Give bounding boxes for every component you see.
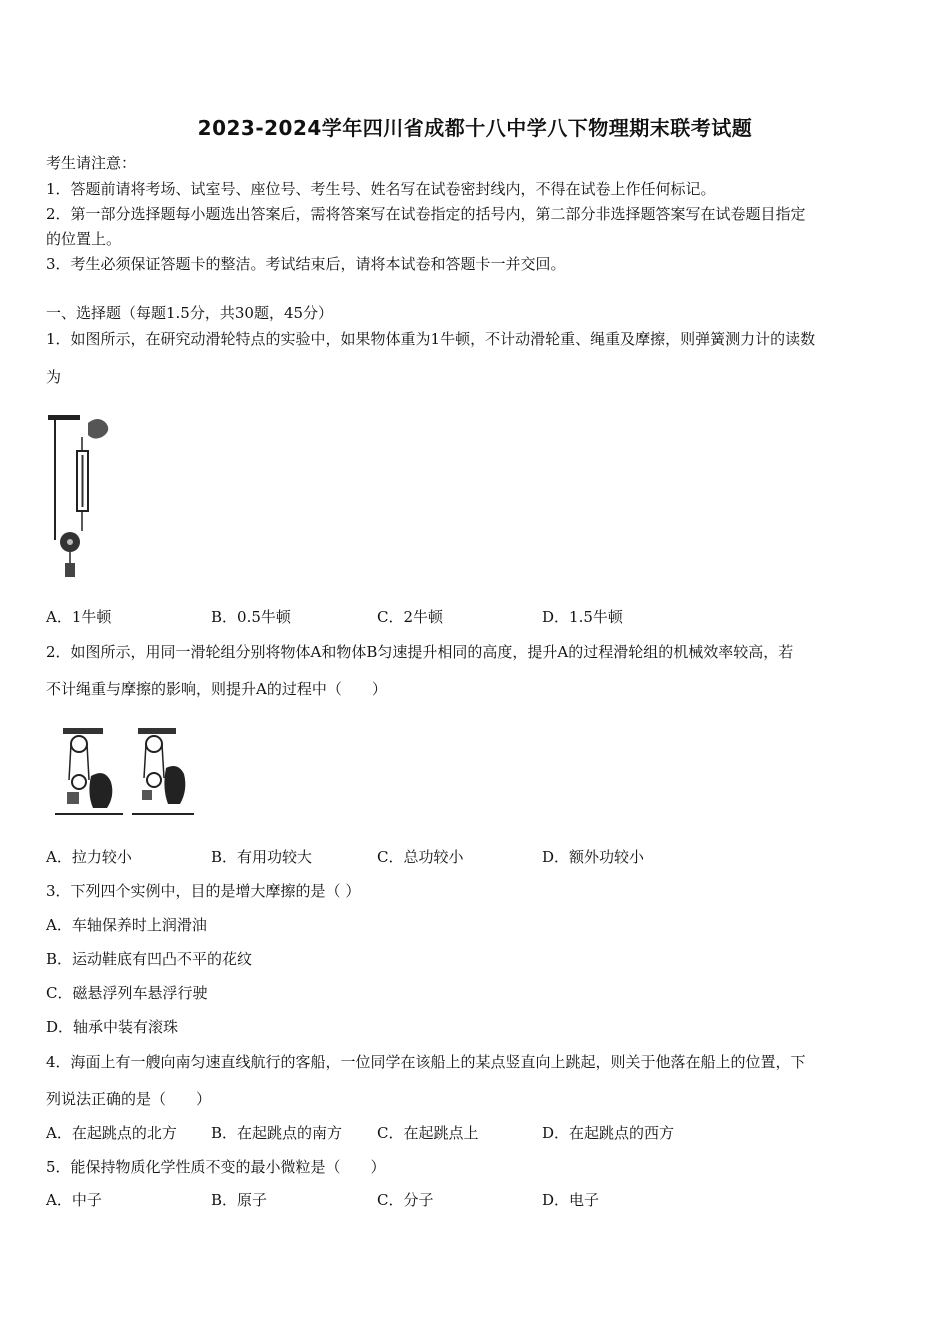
question-1-option-d[interactable]: D．1.5牛顿 <box>542 608 623 626</box>
question-2-option-a[interactable]: A．拉力较小 <box>46 848 132 866</box>
question-4-text: 4．海面上有一艘向南匀速直线航行的客船，一位同学在该船上的某点竖直向上跳起，则关于他落在船上的位置，下 <box>46 1053 806 1071</box>
question-5-text: 5．能保持物质化学性质不变的最小微粒是（ ） <box>46 1158 386 1176</box>
question-1-option-a[interactable]: A．1牛顿 <box>46 608 112 626</box>
question-4-option-a[interactable]: A．在起跳点的北方 <box>46 1124 177 1142</box>
question-4-text-cont: 列说法正确的是（ ） <box>46 1090 212 1108</box>
question-4-option-d[interactable]: D．在起跳点的西方 <box>542 1124 675 1142</box>
notice-item-1: 1．答题前请将考场、试室号、座位号、考生号、姓名写在试卷密封线内，不得在试卷上作任何标记。 <box>46 180 716 198</box>
question-2-option-b[interactable]: B．有用功较大 <box>211 848 313 866</box>
section-heading: 一、选择题（每题1.5分，共30题，45分） <box>46 304 334 322</box>
pulley-group-figure-b <box>132 728 198 820</box>
question-3-option-c[interactable]: C．磁悬浮列车悬浮行驶 <box>46 984 208 1002</box>
question-4-option-c[interactable]: C．在起跳点上 <box>377 1124 479 1142</box>
notice-heading: 考生请注意： <box>46 154 137 172</box>
question-2-text-cont: 不计绳重与摩擦的影响，则提升A的过程中（ ） <box>46 680 387 698</box>
pulley-group-figure-a <box>55 728 125 820</box>
question-1-option-c[interactable]: C．2牛顿 <box>377 608 444 626</box>
question-2-option-d[interactable]: D．额外功较小 <box>542 848 645 866</box>
question-1-option-b[interactable]: B．0.5牛顿 <box>211 608 291 626</box>
question-1-text: 1．如图所示，在研究动滑轮特点的实验中，如果物体重为1牛顿，不计动滑轮重、绳重及摩擦，则弹簧测力计的读数 <box>46 330 816 348</box>
question-2-option-c[interactable]: C．总功较小 <box>377 848 464 866</box>
question-3-option-a[interactable]: A．车轴保养时上润滑油 <box>46 916 207 934</box>
question-3-option-b[interactable]: B．运动鞋底有凹凸不平的花纹 <box>46 950 253 968</box>
notice-item-2: 2．第一部分选择题每小题选出答案后，需将答案写在试卷指定的括号内，第二部分非选择题答案写在试卷题目指定 <box>46 205 806 223</box>
question-5-option-c[interactable]: C．分子 <box>377 1191 434 1209</box>
question-1-text-cont: 为 <box>46 368 62 386</box>
page-title: 2023-2024学年四川省成都十八中学八下物理期末联考试题 <box>197 116 753 140</box>
pulley-spring-scale-figure <box>48 415 118 585</box>
question-5-option-d[interactable]: D．电子 <box>542 1191 600 1209</box>
question-4-option-b[interactable]: B．在起跳点的南方 <box>211 1124 343 1142</box>
notice-item-2-cont: 的位置上。 <box>46 230 122 248</box>
question-5-option-b[interactable]: B．原子 <box>211 1191 268 1209</box>
question-3-option-d[interactable]: D．轴承中装有滚珠 <box>46 1018 179 1036</box>
question-5-option-a[interactable]: A．中子 <box>46 1191 102 1209</box>
question-3-text: 3．下列四个实例中，目的是增大摩擦的是（ ） <box>46 882 361 900</box>
question-2-text: 2．如图所示，用同一滑轮组分别将物体A和物体B匀速提升相同的高度，提升A的过程滑轮组的机械效率较高，若 <box>46 643 794 661</box>
notice-item-3: 3．考生必须保证答题卡的整洁。考试结束后，请将本试卷和答题卡一并交回。 <box>46 255 566 273</box>
